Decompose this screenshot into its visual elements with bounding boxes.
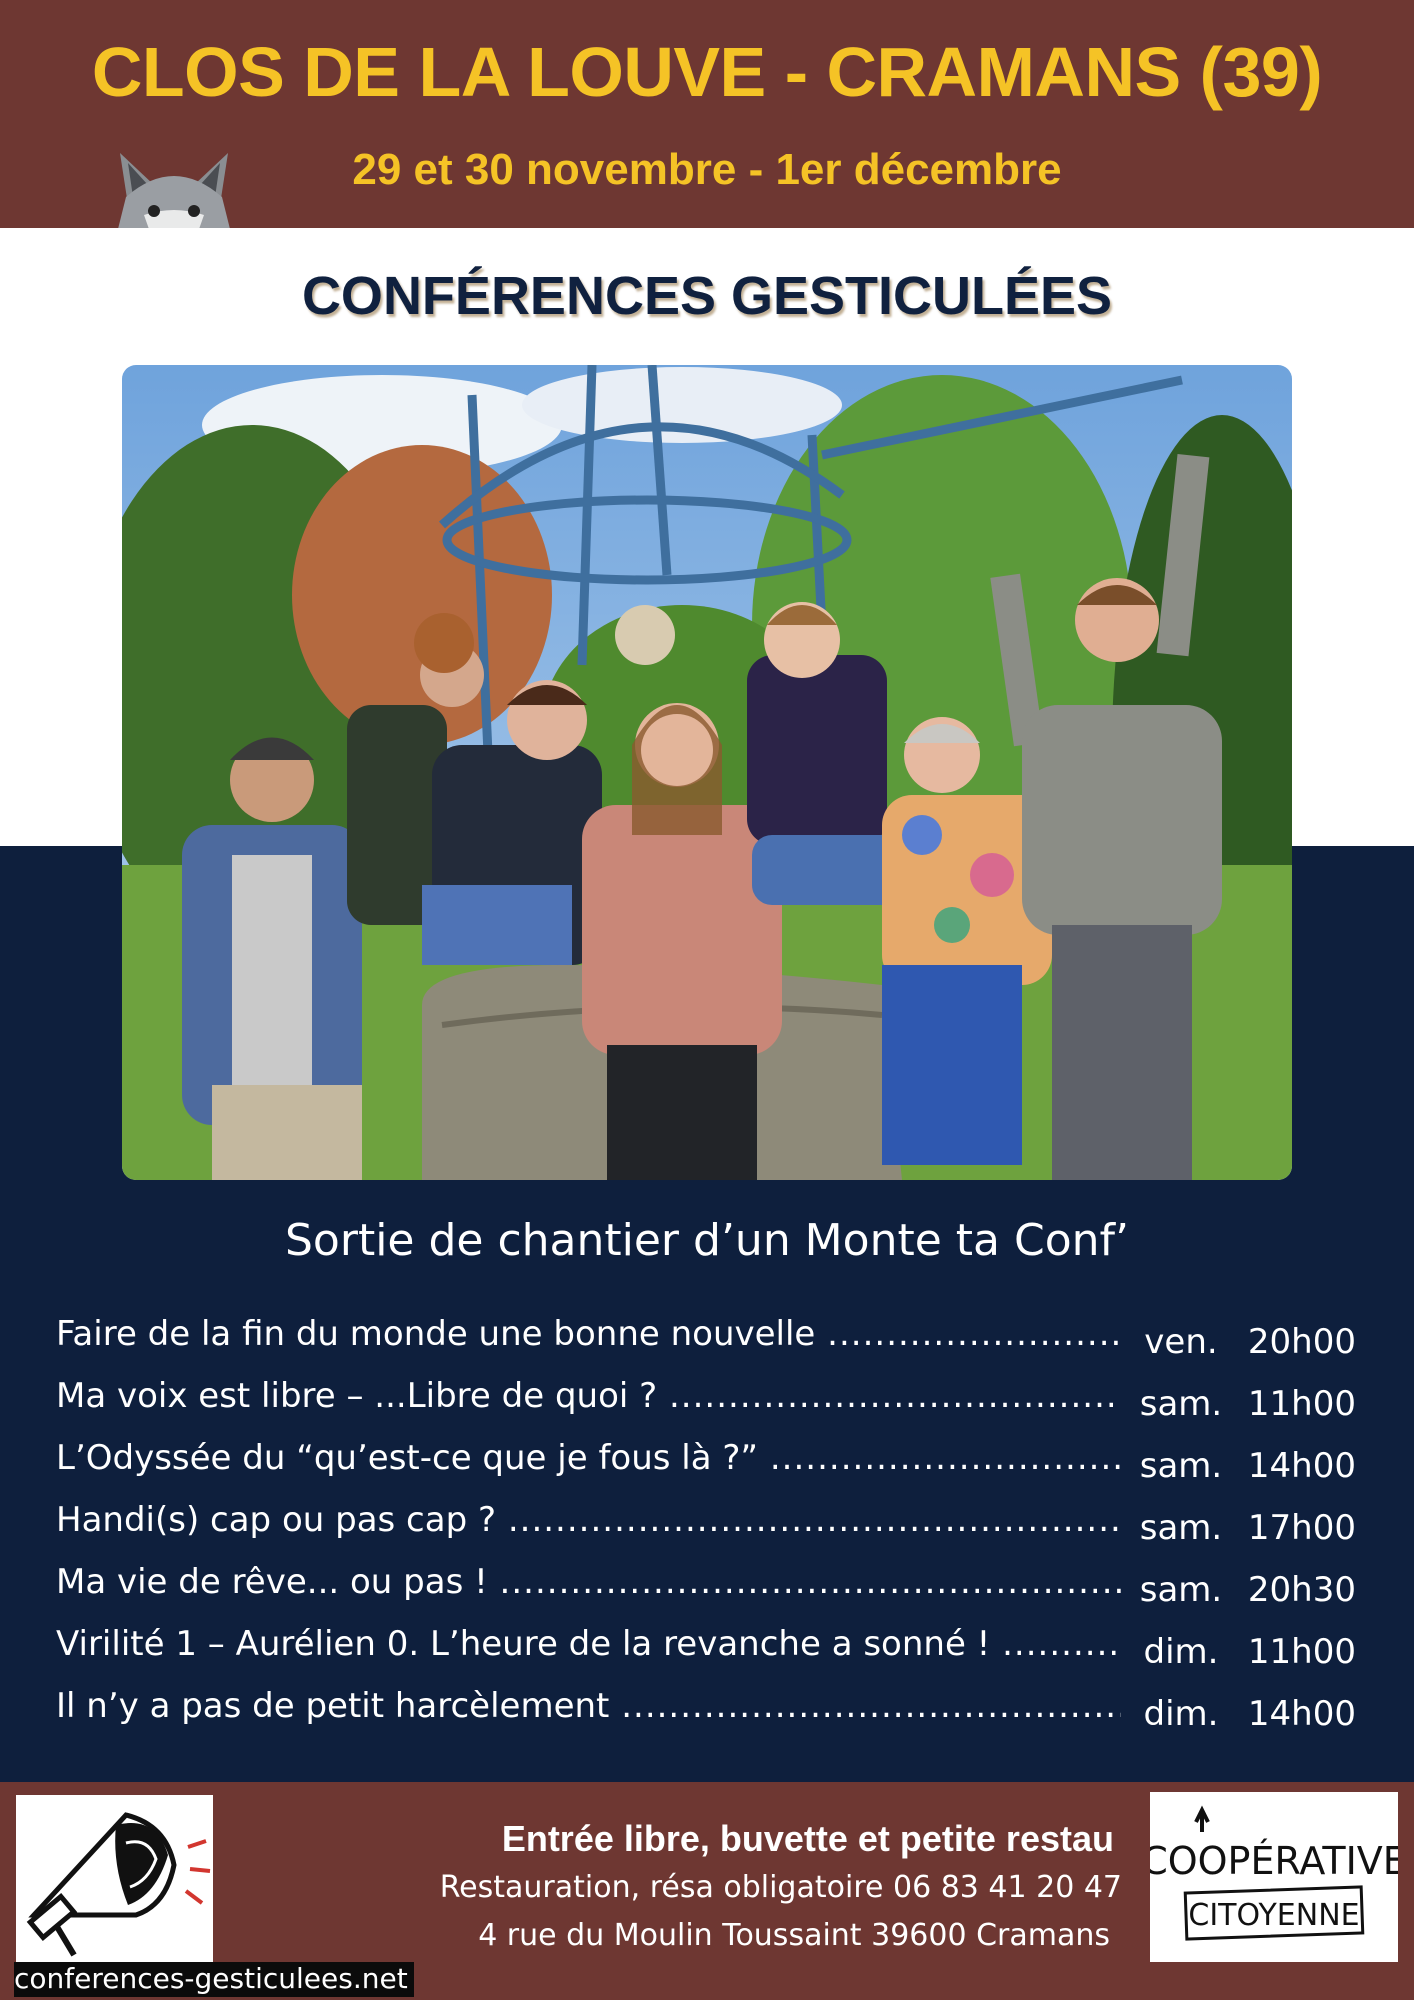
- talk-title: Ma voix est libre – ...Libre de quoi ? .....: [56, 1376, 1121, 1416]
- talk-title: Ma vie de rêve... ou pas ! .....: [56, 1562, 1121, 1602]
- schedule-row: [56, 1682, 1356, 1744]
- talk-day: sam.: [1139, 1384, 1223, 1424]
- talk-title: Faire de la fin du monde une bonne nouvelle .....: [56, 1314, 1121, 1354]
- cooperative-citoyenne-logo: [1150, 1792, 1398, 1962]
- event-venue-title: CLOS DE LA LOUVE - CRAMANS (39): [91, 33, 1323, 111]
- talk-day: sam.: [1139, 1570, 1223, 1610]
- talk-title: Il n’y a pas de petit harcèlement .....: [56, 1686, 1121, 1726]
- talk-time: 11h00: [1247, 1384, 1356, 1424]
- talk-time: 20h00: [1247, 1322, 1356, 1362]
- schedule-row: [56, 1372, 1356, 1434]
- talk-time: 14h00: [1247, 1694, 1356, 1734]
- talk-day: sam.: [1139, 1508, 1223, 1548]
- talk-day: dim.: [1143, 1632, 1219, 1672]
- footer-address: 4 rue du Moulin Toussaint 39600 Cramans: [478, 1918, 1110, 1953]
- megaphone-icon: [16, 1795, 213, 1963]
- talk-time: 17h00: [1247, 1508, 1356, 1548]
- subtitle: Sortie de chantier d’un Monte ta Conf’: [285, 1215, 1129, 1266]
- group-photo: [122, 365, 1292, 1180]
- talk-day: sam.: [1139, 1446, 1223, 1486]
- website-link[interactable]: conferences-gesticulees.net: [14, 1962, 414, 1997]
- talk-day: ven.: [1144, 1322, 1218, 1362]
- talk-time: 14h00: [1247, 1446, 1356, 1486]
- schedule-row: [56, 1434, 1356, 1496]
- logo-line-2: CITOYENNE: [1188, 1898, 1360, 1933]
- event-dates: 29 et 30 novembre - 1er décembre: [352, 145, 1062, 194]
- talk-time: 11h00: [1247, 1632, 1356, 1672]
- schedule-row: [56, 1620, 1356, 1682]
- talk-time: 20h30: [1247, 1570, 1356, 1610]
- talk-title: Virilité 1 – Aurélien 0. L’heure de la revanche a sonné ! .....: [56, 1624, 1121, 1664]
- talk-title: L’Odyssée du “qu’est-ce que je fous là ?” .....: [56, 1438, 1121, 1478]
- section-title: CONFÉRENCES GESTICULÉES: [301, 266, 1113, 326]
- footer-reservation: Restauration, résa obligatoire 06 83 41 20 47: [439, 1870, 1122, 1905]
- logo-line-1: COOPÉRATIVE: [1150, 1839, 1398, 1883]
- schedule-list: [56, 1310, 1356, 1744]
- footer-entry-info: Entrée libre, buvette et petite restau: [501, 1818, 1114, 1859]
- schedule-row: [56, 1310, 1356, 1372]
- schedule-row: [56, 1558, 1356, 1620]
- talk-title: Handi(s) cap ou pas cap ? .....: [56, 1500, 1121, 1540]
- talk-day: dim.: [1143, 1694, 1219, 1734]
- schedule-row: [56, 1496, 1356, 1558]
